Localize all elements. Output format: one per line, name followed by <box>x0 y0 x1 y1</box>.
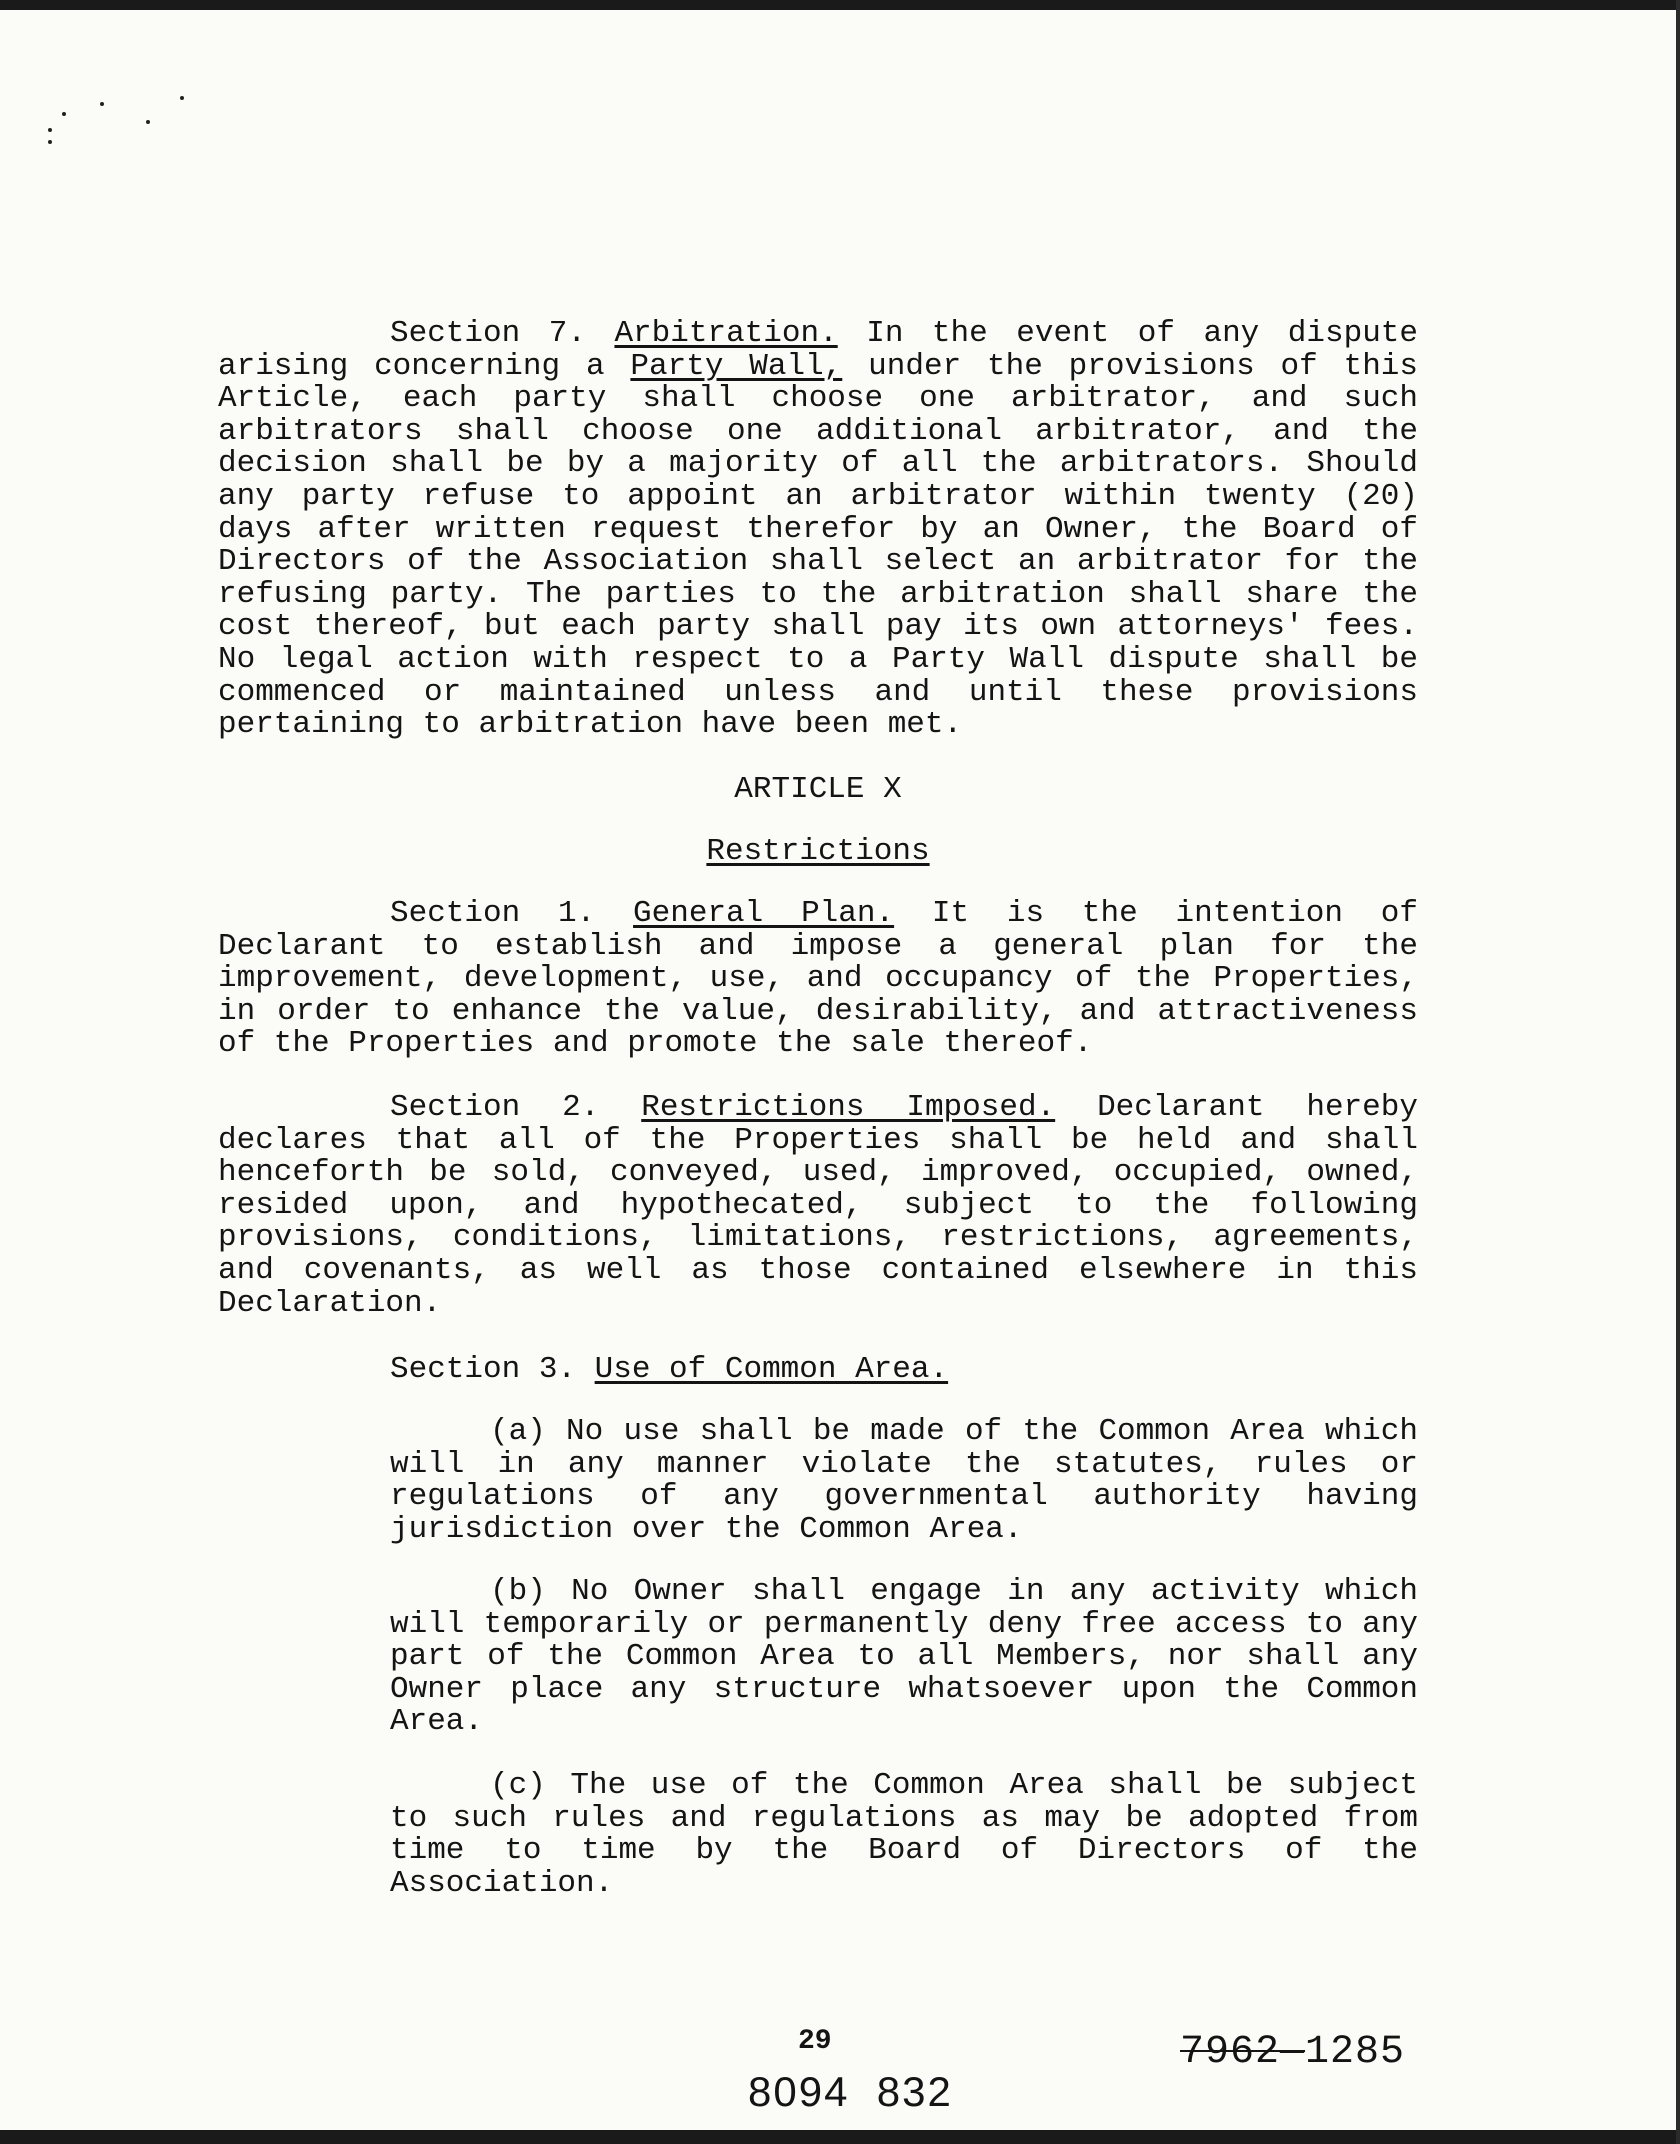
section-1-label: Section 1. <box>390 896 596 931</box>
scan-speck <box>100 102 104 106</box>
section-1-paragraph <box>218 898 1418 1061</box>
scan-speck <box>48 140 52 144</box>
section-7-party-wall: Party Wall, <box>630 348 843 384</box>
record-number-struck: 7962 <box>1180 2030 1281 2075</box>
article-title: ARTICLE X <box>734 772 902 807</box>
section-7-body-b: under the provisions of this Article, each party shall choose one arbitrator, and such arbitrators shall choose one additional arbitrator, and the decision shall be by a majority of all the arbitrators. Should any party refuse to appoint an arbitrator within twenty (20) days after written request therefor by an Owner, the Board of Directors of the Association shall select an arbitrator for the refusing party. The parties to the arbitration shall share the cost thereof, but each party shall pay its own attorneys' fees. No legal action with respect to a Party Wall dispute shall be commenced or maintained unless and until these provisions pertaining to arbitration have been met. <box>218 348 1419 743</box>
section-1-heading: General Plan. <box>633 896 895 931</box>
scan-edge-bottom <box>0 2130 1680 2144</box>
record-number-current: 1285 <box>1305 2030 1406 2075</box>
section-7-label: Section 7. <box>390 316 586 351</box>
section-3-heading: Use of Common Area. <box>594 1352 949 1387</box>
section-1-body: It is the intention of Declarant to establish and impose a general plan for the improvement, development, use, and occupancy of the Properties, in order to enhance the value, desirability, and attractiveness of the Properties and promote the sale thereof. <box>218 896 1418 1062</box>
section-2-label: Section 2. <box>390 1090 600 1125</box>
scan-speck <box>180 96 184 100</box>
scan-edge-top <box>0 0 1680 10</box>
section-2-body: Declarant hereby declares that all of the Properties shall be held and shall henceforth be sold, conveyed, used, improved, occupied, owned, resided upon, and hypothecated, subject to the following provisions, conditions, limitations, restrictions, agreements, and covenants, as well as those contained elsewhere in this Declaration. <box>218 1090 1418 1321</box>
section-7-paragraph <box>218 318 1418 742</box>
record-number-right: 7962—1285 <box>1180 2030 1406 2075</box>
section-3-label: Section 3. <box>390 1352 577 1387</box>
article-subtitle-wrap <box>218 834 1418 869</box>
scan-edge-right <box>1676 0 1680 2144</box>
scan-speck <box>48 128 52 132</box>
article-subtitle: Restrictions <box>706 834 930 869</box>
section-3-item-c: (c) The use of the Common Area shall be subject to such rules and regulations as may be adopted from time to time by the Board of Directors of the Association. <box>390 1768 1418 1901</box>
section-7-body-a: In the event of any dispute arising concerning a <box>218 316 1419 384</box>
section-3-item-b: (b) No Owner shall engage in any activity which will temporarily or permanently deny free access to any part of the Common Area to all Members, nor shall any Owner place any structure whatsoever upon the Common Area. <box>390 1574 1418 1740</box>
record-number-left: 8094 832 <box>748 2068 953 2115</box>
section-2-paragraph <box>218 1092 1418 1320</box>
scan-speck <box>62 112 66 116</box>
section-7-heading: Arbitration. <box>614 316 838 351</box>
section-2-heading: Restrictions Imposed. <box>641 1090 1056 1125</box>
scan-speck <box>146 120 150 124</box>
section-3-paragraph <box>218 1354 1418 1387</box>
page-number: 29 <box>798 2026 832 2057</box>
section-3-item-a: (a) No use shall be made of the Common Area which will in any manner violate the statutes, rules or regulations of any governmental authority having jurisdiction over the Common Area. <box>390 1414 1418 1547</box>
